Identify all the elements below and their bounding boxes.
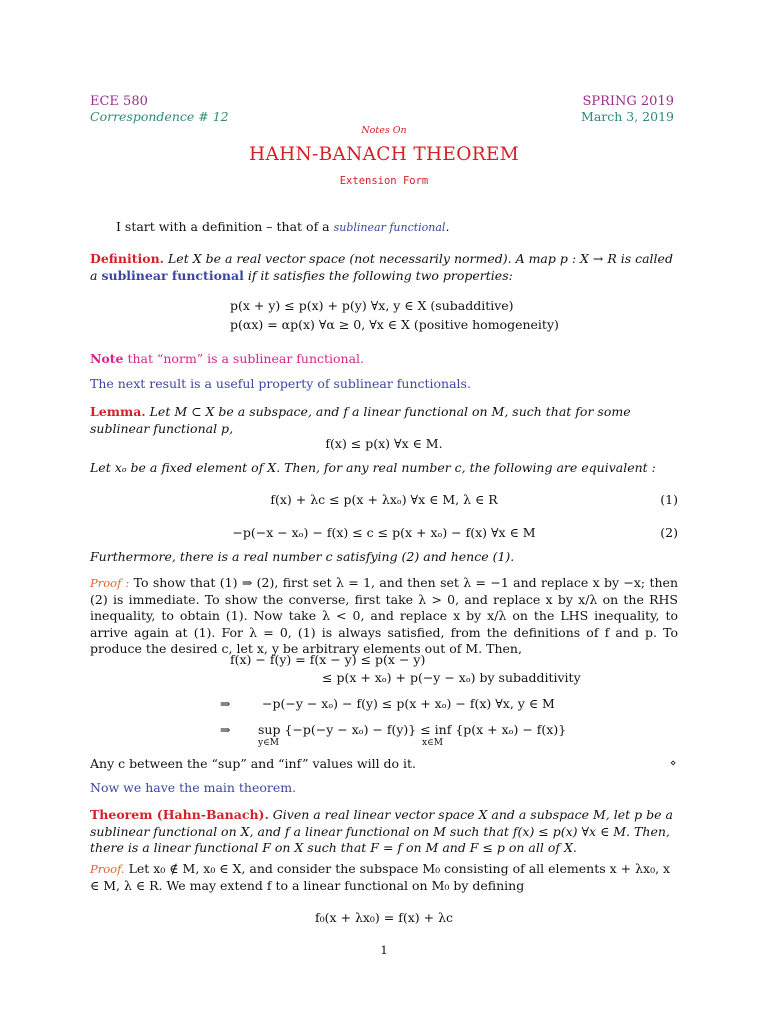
main-theorem-intro: Now we have the main theorem. <box>90 780 297 795</box>
date: March 3, 2019 <box>581 109 674 124</box>
proof-2-equation: f₀(x + λx₀) = f(x) + λc <box>314 910 454 925</box>
proof-2-paragraph <box>90 861 678 894</box>
note-text: that “norm” is a sublinear functional. <box>123 351 365 366</box>
theorem-label: Theorem (Hahn-Banach). <box>90 807 269 822</box>
note-label: Note <box>90 351 124 366</box>
next-result-text: The next result is a useful property of sublinear functionals. <box>90 376 471 391</box>
definition-text: Let X be a real vector space (not necessarily normed). A map p : X → R is called a <box>90 251 673 283</box>
correspondence-number: Correspondence # 12 <box>90 109 229 124</box>
definition-text-2: if it satisfies the following two properties: <box>243 267 513 283</box>
note-paragraph <box>90 351 678 368</box>
page-number: 1 <box>380 943 388 957</box>
qed-diamond-icon: ⋄ <box>670 758 677 769</box>
definition-equation-1: p(x + y) ≤ p(x) + p(y) ∀x, y ∈ X (subadditive) <box>230 298 514 313</box>
proof-label: Proof : <box>90 576 130 590</box>
proof-line-3: −p(−y − xₒ) − f(y) ≤ p(x + xₒ) − f(x) ∀x, y ∈ M <box>262 696 555 711</box>
lemma-paragraph <box>90 404 678 437</box>
proof-paragraph <box>90 575 678 658</box>
proof-text: To show that (1) ⇒ (2), first set λ = 1, and then set λ = −1 and replace x by −x; then (2) is immediate. To show the converse, first take λ > 0, and replace x by x/λ on the RHS inequality, to obtain (1). Now take λ < 0, and replace x by x/λ on the LHS inequality, to arrive again at (1). For λ = 0, (1) is always satisfied, from the definitions of f and p. To produce the desired c, let x, y be arbitrary elements out of M. Then, <box>90 575 678 656</box>
lemma-equation-1: f(x) + λc ≤ p(x + λxₒ) ∀x ∈ M, λ ∈ R <box>270 492 498 507</box>
page-subtitle: Extension Form <box>339 175 429 187</box>
equation-number-1: (1) <box>660 492 678 507</box>
semester: SPRING 2019 <box>582 94 674 109</box>
proof-line-1: f(x) − f(y) = f(x − y) ≤ p(x − y) <box>230 652 426 667</box>
lemma-equation-2: −p(−x − xₒ) − f(x) ≤ c ≤ p(x + xₒ) − f(x) ∀x ∈ M <box>232 525 536 540</box>
notes-on-label: Notes On <box>361 125 407 136</box>
lemma-text: Let M ⊂ X be a subspace, and f a linear functional on M, such that for some sublinear functional p, <box>90 404 631 436</box>
proof-2-text: Let x₀ ∉ M, x₀ ∈ X, and consider the subspace M₀ consisting of all elements x + λx₀, x ∈ M, λ ∈ R. We may extend f to a linear functional on M₀ by defining <box>90 861 671 893</box>
sup-subscript: y∈M <box>258 738 279 748</box>
definition-paragraph <box>90 251 678 284</box>
proof-line-2: ≤ p(x + xₒ) + p(−y − xₒ) by subadditivity <box>322 670 581 685</box>
theorem-text: Given a real linear vector space X and a subspace M, let p be a sublinear functional on X, and f a linear functional on M such that f(x) ≤ p(x) ∀x ∈ M. Then, there is a linear functional F on X such that F = f on M and F ≤ p on all of X. <box>90 807 673 855</box>
implies-arrow-2: ⇒ <box>220 722 231 737</box>
inf-subscript: x∈M <box>422 738 443 748</box>
proof-end-text: Any c between the “sup” and “inf” values will do it. <box>90 756 417 771</box>
intro-end: . <box>445 219 450 234</box>
proof-2-label: Proof. <box>90 862 125 876</box>
definition-label: Definition. <box>90 251 165 266</box>
course-code: ECE 580 <box>90 94 148 109</box>
lemma-text-2: Let xₒ be a fixed element of X. Then, for any real number c, the following are equivalent : <box>90 460 656 475</box>
page-title: HAHN-BANACH THEOREM <box>249 144 519 165</box>
intro-term: sublinear functional <box>333 221 446 234</box>
lemma-equation: f(x) ≤ p(x) ∀x ∈ M. <box>325 436 443 451</box>
lemma-label: Lemma. <box>90 404 146 419</box>
lemma-text-3: Furthermore, there is a real number c satisfying (2) and hence (1). <box>90 549 515 564</box>
intro-paragraph <box>90 219 678 236</box>
implies-arrow-1: ⇒ <box>220 696 231 711</box>
equation-number-2: (2) <box>660 525 678 540</box>
theorem-paragraph <box>90 807 678 857</box>
definition-equation-2: p(αx) = αp(x) ∀α ≥ 0, ∀x ∈ X (positive homogeneity) <box>230 317 559 332</box>
proof-line-4: sup {−p(−y − xₒ) − f(y)} ≤ inf {p(x + xₒ) − f(x)} <box>258 722 567 737</box>
definition-term: sublinear functional <box>101 267 244 283</box>
intro-text: I start with a definition – that of a <box>116 219 334 234</box>
